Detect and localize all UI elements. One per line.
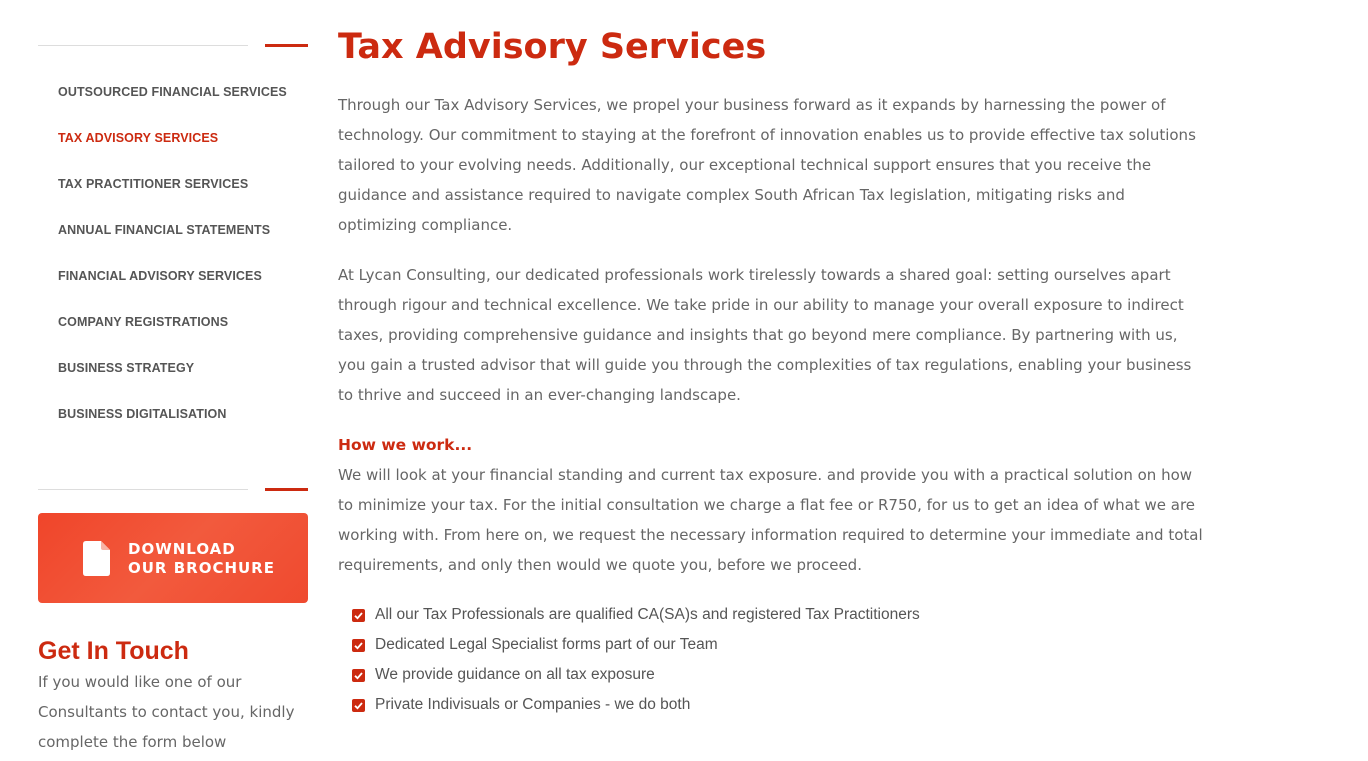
checkbox-checked-icon — [352, 609, 365, 622]
nav-item-tax-practitioner-services[interactable]: TAX PRACTITIONER SERVICES — [58, 177, 249, 191]
page-title: Tax Advisory Services — [338, 27, 767, 67]
intro-paragraph: Through our Tax Advisory Services, we propel your business forward as it expands by harnessing the power of technology. Our commitment to staying at the forefront of innovation enables us to provide effective tax solutions tailored to your evolving needs. Additionally, our exceptional technical support ensures that you receive the guidance and assistance required to navigate complex South African Tax legislation, mitigating risks and optimizing compliance. — [338, 96, 1196, 234]
checkbox-checked-icon — [352, 639, 365, 652]
document-icon — [83, 541, 110, 576]
nav-item-outsourced-financial-services[interactable]: OUTSOURCED FINANCIAL SERVICES — [58, 85, 287, 99]
checkbox-checked-icon — [352, 699, 365, 712]
nav-item-financial-advisory-services[interactable]: FINANCIAL ADVISORY SERVICES — [58, 269, 262, 283]
nav-item-business-strategy[interactable]: BUSINESS STRATEGY — [58, 361, 195, 375]
checklist-item-text: Private Indivisuals or Companies - we do both — [375, 696, 691, 713]
brochure-label-line2: OUR BROCHURE — [128, 559, 275, 577]
nav-item-tax-advisory-services[interactable]: TAX ADVISORY SERVICES — [58, 131, 219, 145]
brochure-label-line1: DOWNLOAD — [128, 540, 236, 558]
features-checklist — [352, 600, 920, 720]
nav-item-business-digitalisation[interactable]: BUSINESS DIGITALISATION — [58, 407, 227, 421]
services-nav — [38, 69, 308, 437]
sidebar-divider-top — [38, 44, 308, 48]
sidebar-divider-bottom — [38, 488, 308, 492]
checklist-item-text: We provide guidance on all tax exposure — [375, 666, 655, 683]
get-in-touch-text: If you would like one of our Consultants to contact you, kindly complete the form below — [38, 673, 295, 751]
nav-item-annual-financial-statements[interactable]: ANNUAL FINANCIAL STATEMENTS — [58, 223, 271, 237]
checklist-item — [352, 630, 920, 660]
checklist-item-text: Dedicated Legal Specialist forms part of our Team — [375, 636, 718, 653]
checklist-item — [352, 690, 920, 720]
nav-item-company-registrations[interactable]: COMPANY REGISTRATIONS — [58, 315, 229, 329]
checklist-item — [352, 660, 920, 690]
get-in-touch-title: Get In Touch — [38, 637, 189, 665]
brochure-label — [128, 540, 275, 578]
how-we-work-title: How we work... — [338, 436, 473, 454]
download-brochure-button[interactable] — [38, 513, 308, 603]
checkbox-checked-icon — [352, 669, 365, 682]
about-paragraph: At Lycan Consulting, our dedicated professionals work tirelessly towards a shared goal: setting ourselves apart through rigour and technical excellence. We take pride in our ability to manage your overall exposure to indirect taxes, providing comprehensive guidance and insights that go beyond mere compliance. By partnering with us, you gain a trusted advisor that will guide you through the complexities of tax regulations, enabling your business to thrive and succeed in an ever-changing landscape. — [338, 266, 1192, 404]
how-we-work-text: We will look at your financial standing and current tax exposure. and provide you with a practical solution on how to minimize your tax. For the initial consultation we charge a flat fee or R750, for us to get an idea of what we are working with. From here on, we request the necessary information required to determine your immediate and total requirements, and only then would we quote you, before we proceed. — [338, 466, 1203, 574]
checklist-item — [352, 600, 920, 630]
checklist-item-text: All our Tax Professionals are qualified CA(SA)s and registered Tax Practitioners — [375, 606, 920, 623]
